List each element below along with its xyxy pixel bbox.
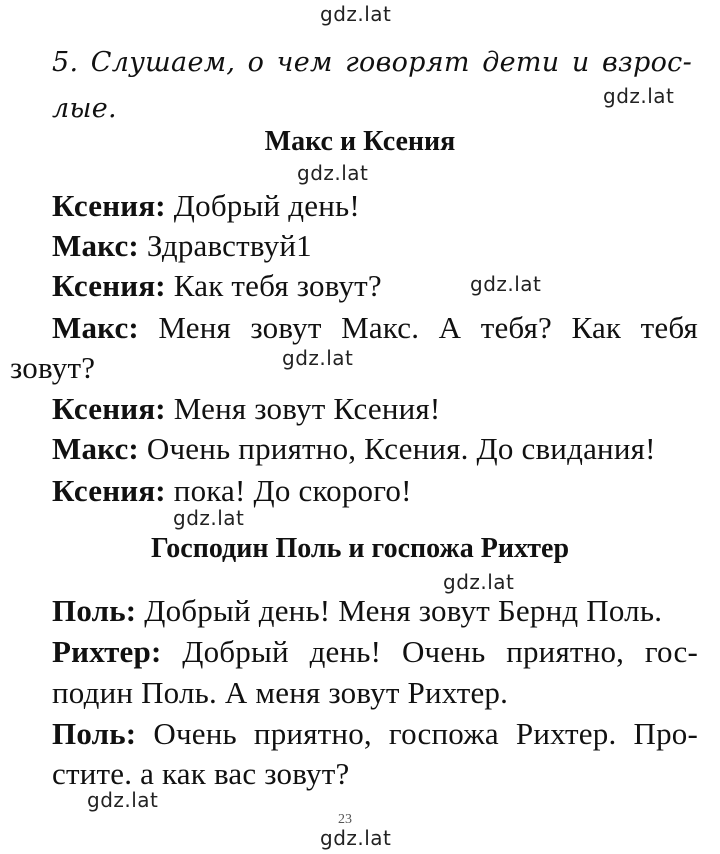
watermark: gdz.lat (470, 272, 542, 296)
line-text: подин Поль. А меня зовут Рихтер. (52, 675, 509, 710)
dialog-line (52, 188, 698, 224)
watermark: gdz.lat (297, 161, 369, 185)
speaker-name: Макс: (52, 228, 139, 263)
exercise-heading: 5. Слушаем, о чем говорят дети и взрос-лые. (52, 47, 692, 124)
dialog-line (52, 431, 698, 467)
line-text: Добрый день! (165, 188, 360, 223)
watermark: gdz.lat (282, 346, 354, 370)
line-text: Добрый день! Меня зовут Бернд Поль. (136, 593, 663, 628)
speaker-name: Ксения: (52, 391, 166, 426)
speaker-name: Поль: (52, 593, 137, 628)
dialog-line (10, 350, 698, 386)
speaker-name: Ксения: (52, 268, 166, 303)
speaker-name: Макс: (52, 310, 139, 345)
line-text: Меня зовут Макс. А тебя? Как тебя (138, 310, 698, 345)
watermark: gdz.lat (87, 788, 159, 812)
line-text: Очень приятно, госпожа Рихтер. Про- (136, 716, 698, 751)
speaker-name: Макс: (52, 431, 139, 466)
dialog-line (52, 634, 698, 670)
dialog-line (52, 228, 698, 264)
dialog2-title: Господин Поль и госпожа Рихтер (150, 533, 570, 564)
dialog-line (52, 473, 698, 509)
speaker-name: Рихтер: (52, 634, 162, 669)
dialog1-title: Макс и Ксения (264, 126, 456, 157)
dialog-line (52, 391, 698, 427)
speaker-name: Ксения: (52, 473, 166, 508)
speaker-name: Поль: (52, 716, 137, 751)
line-text: стите. а как вас зовут? (52, 756, 350, 791)
line-text: Как тебя зовут? (165, 268, 382, 303)
line-text: Меня зовут Ксения! (165, 391, 441, 426)
line-text: Очень приятно, Ксения. До свидания! (138, 431, 656, 466)
watermark: gdz.lat (443, 570, 515, 594)
speaker-name: Ксения: (52, 188, 166, 223)
page-number: 23 (338, 812, 352, 827)
watermark: gdz.lat (320, 826, 392, 850)
dialog-line (52, 310, 698, 346)
watermark: gdz.lat (173, 506, 245, 530)
line-text: Здравствуй1 (138, 228, 312, 263)
line-text: Добрый день! Очень приятно, гос- (161, 634, 698, 669)
dialog-line (52, 675, 698, 711)
line-text: пока! До скорого! (165, 473, 412, 508)
watermark: gdz.lat (603, 84, 675, 108)
watermark: gdz.lat (320, 2, 392, 26)
dialog-line (52, 716, 698, 752)
dialog-line (52, 268, 698, 304)
dialog-line (52, 593, 698, 629)
dialog-line (52, 756, 698, 792)
line-text: зовут? (10, 350, 96, 385)
